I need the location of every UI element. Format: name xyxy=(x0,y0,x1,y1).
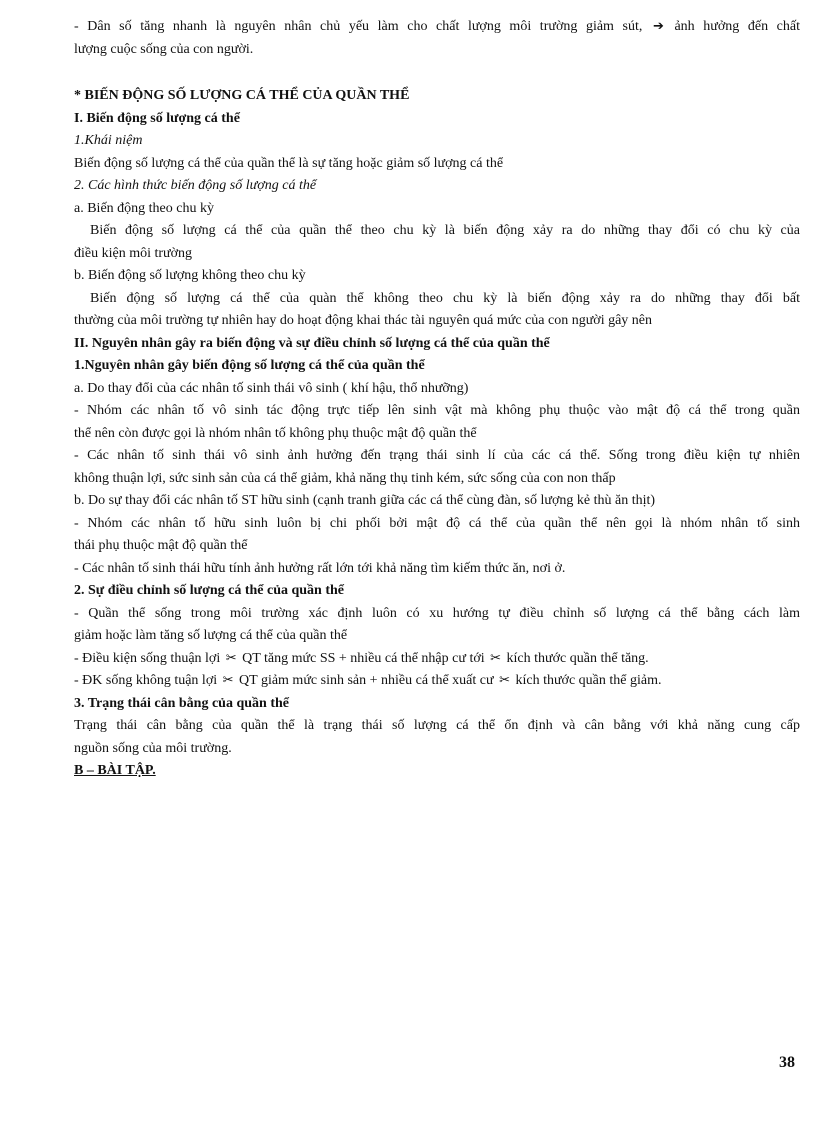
document-body xyxy=(74,16,800,783)
scissors-icon: ✂ xyxy=(499,673,510,688)
arrow-icon: ➔ xyxy=(652,19,664,34)
text-line: không thuận lợi, sức sinh sản của cá thể giảm, khả năng thụ tinh kém, sức sống của con non thấp xyxy=(74,470,616,486)
subheading-regulation: 2. Sự điều chỉnh số lượng cá thể của quần thể xyxy=(74,583,344,598)
heading-2: II. Nguyên nhân gây ra biến động và sự điều chỉnh số lượng cá thể của quần thể xyxy=(74,335,550,351)
text-line: - Điều kiện sống thuận lợi ✂ QT tăng mức SS + nhiều cá thể nhập cư tới ✂ kích thước quần thể tăng. xyxy=(74,650,649,666)
item-a-heading: a. Biến động theo chu kỳ xyxy=(74,200,214,216)
text-line: b. Do sự thay đổi các nhân tố ST hữu sinh (cạnh tranh giữa các cá thể cùng đàn, số lượng kẻ thù ăn thịt) xyxy=(74,493,656,508)
text-line: - ĐK sống không tuận lợi ✂ QT giảm mức sinh sản + nhiều cá thể xuất cư ✂ kích thước quần thể giảm. xyxy=(74,673,662,688)
text-line: Trạng thái cân bằng của quần thể là trạng thái số lượng cá thể ổn định và cân bằng với khả năng cung cấp xyxy=(74,718,800,733)
subheading-equilibrium: 3. Trạng thái cân bằng của quần thể xyxy=(74,695,289,711)
heading-1: I. Biến động số lượng cá thể xyxy=(74,110,240,126)
scissors-icon: ✂ xyxy=(490,650,502,666)
subheading-forms: 2. Các hình thức biến động số lượng cá thể xyxy=(74,178,317,193)
text-line: - Nhóm các nhân tố hữu sinh luôn bị chi phối bởi mật độ cá thể của quần thể nên gọi là nhóm nhân tố sinh xyxy=(74,515,800,531)
section-b-heading: B – BÀI TẬP. xyxy=(74,763,156,778)
text-line: Biến động số lượng cá thể của quần thể theo chu kỳ là biến động xảy ra do những thay đổi có chu kỳ của xyxy=(90,223,800,238)
section-title: * BIẾN ĐỘNG SỐ LƯỢNG CÁ THỂ CỦA QUẦN THỂ xyxy=(74,88,410,103)
text-line: ảnh hưởng đến chất xyxy=(674,19,800,34)
subheading-causes: 1.Nguyên nhân gây biến động số lượng cá thể của quần thể xyxy=(74,358,425,373)
item-b-heading: b. Biến động số lượng không theo chu kỳ xyxy=(74,268,306,283)
subheading-concept: 1.Khái niệm xyxy=(74,133,143,148)
text-line: thể nên còn được gọi là nhóm nhân tố không phụ thuộc mật độ quần thể xyxy=(74,425,477,441)
text-line: nguồn sống của môi trường. xyxy=(74,740,232,756)
page-number: 38 xyxy=(779,1054,795,1071)
text-line: lượng cuộc sống của con người. xyxy=(74,41,254,57)
text-line: - Các nhân tố sinh thái hữu tính ảnh hưởng rất lớn tới khả năng tìm kiếm thức ăn, nơi ở. xyxy=(74,560,566,576)
text-line: giảm hoặc làm tăng số lượng cá thể của quần thể xyxy=(74,628,348,643)
paragraph-population-growth xyxy=(74,16,800,39)
text-line: thái phụ thuộc mật độ quần thể xyxy=(74,538,248,553)
text-line: - Quần thể sống trong môi trường xác định luôn có xu hướng tự điều chỉnh số lượng cá thể bằng cách làm xyxy=(74,605,800,621)
text-line: - Nhóm các nhân tố vô sinh tác động trực tiếp lên sinh vật mà không phụ thuộc vào mật độ cá thể trong quần xyxy=(74,403,800,418)
scissors-icon: ✂ xyxy=(225,650,237,666)
text-line: Biến động số lượng cá thể của quàn thể không theo chu kỳ là biến động xảy ra do những thay đổi bất xyxy=(90,290,800,306)
text-line: a. Do thay đổi của các nhân tố sinh thái vô sinh ( khí hậu, thổ nhưỡng) xyxy=(74,380,469,396)
text-line: Biến động số lượng cá thể của quần thể là sự tăng hoặc giảm số lượng cá thể xyxy=(74,155,504,171)
scissors-icon: ✂ xyxy=(222,673,234,688)
text-line: thường của môi trường tự nhiên hay do hoạt động khai thác tài nguyên quá mức của con người gây nên xyxy=(74,313,653,328)
text-line: điều kiện môi trường xyxy=(74,245,193,261)
text-line: - Các nhân tố sinh thái vô sinh ảnh hưởng đến trạng thái sinh lí của các cá thể. Sống trong điều kiện tự nhiên xyxy=(74,448,800,463)
text-line: - Dân số tăng nhanh là nguyên nhân chủ yếu làm cho chất lượng môi trường giảm sút, xyxy=(74,19,643,34)
